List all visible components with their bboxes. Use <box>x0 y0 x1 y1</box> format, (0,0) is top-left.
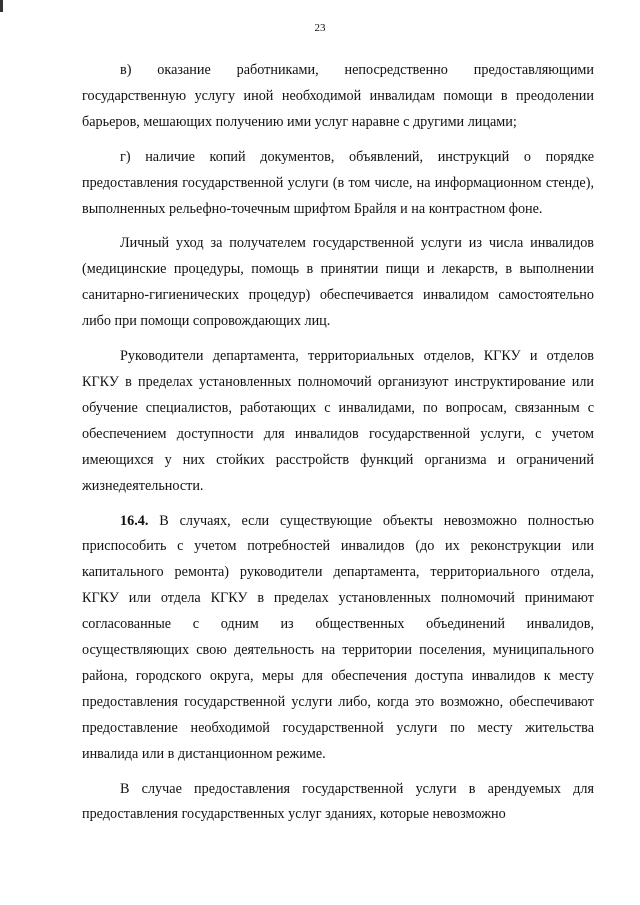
document-body <box>82 58 594 828</box>
paragraph-barrier-assistance: в) оказание работниками, непосредственно предоставляющими государственную услугу иной необходимой инвалидам помощи в преодолении барьеров, мешающих получению ими услуг наравне с другими лицами; <box>82 62 594 130</box>
paragraph-staff-training: Руководители департамента, территориальных отделов, КГКУ и отделов КГКУ в пределах установленных полномочий организуют инструктирование или обучение специалистов, работающих с инвалидами, по вопросам, связанным с обеспечением доступности для инвалидов государственной услуги, с учетом имеющихся у них стойких расстройств функций организма и ограничений жизнедеятельности. <box>82 348 594 494</box>
clause-number: 16.4. <box>120 512 149 529</box>
clause-text: В случаях, если существующие объекты невозможно полностью приспособить с учетом потребностей инвалидов (до их реконструкции или капитального ремонта) руководители департамента, территориального отдела, КГКУ или отдела КГКУ в пределах установленных полномочий принимают согласованные с одним из общественных объединений инвалидов, осуществляющих свою деятельность на территории поселения, муниципального района, городского округа, меры для обеспечения доступа инвалидов к месту предоставления государственной услуги либо, когда это возможно, обеспечивают предоставление необходимой государственной услуги по месту жительства инвалида или в дистанционном режиме. <box>82 512 594 762</box>
paragraph-rented-buildings: В случае предоставления государственной услуги в арендуемых для предоставления государственных услуг зданиях, которые невозможно <box>82 780 594 823</box>
paragraph-clause-16-4 <box>82 509 594 768</box>
page-number: 23 <box>314 22 326 34</box>
paragraph-braille-documents: г) наличие копий документов, объявлений, инструкций о порядке предоставления государственной услуги (в том числе, на информационном стенде), выполненных рельефно-точечным шрифтом Брайля и на контрастном фоне. <box>82 148 594 217</box>
paragraph-personal-care: Личный уход за получателем государственной услуги из числа инвалидов (медицинские процедуры, помощь в принятии пищи и лекарств, в выполнении санитарно-гигиенических процедур) обеспечивается инвалидом самостоятельно либо при помощи сопровождающих лиц. <box>82 235 594 330</box>
scan-margin-mark <box>0 0 3 12</box>
